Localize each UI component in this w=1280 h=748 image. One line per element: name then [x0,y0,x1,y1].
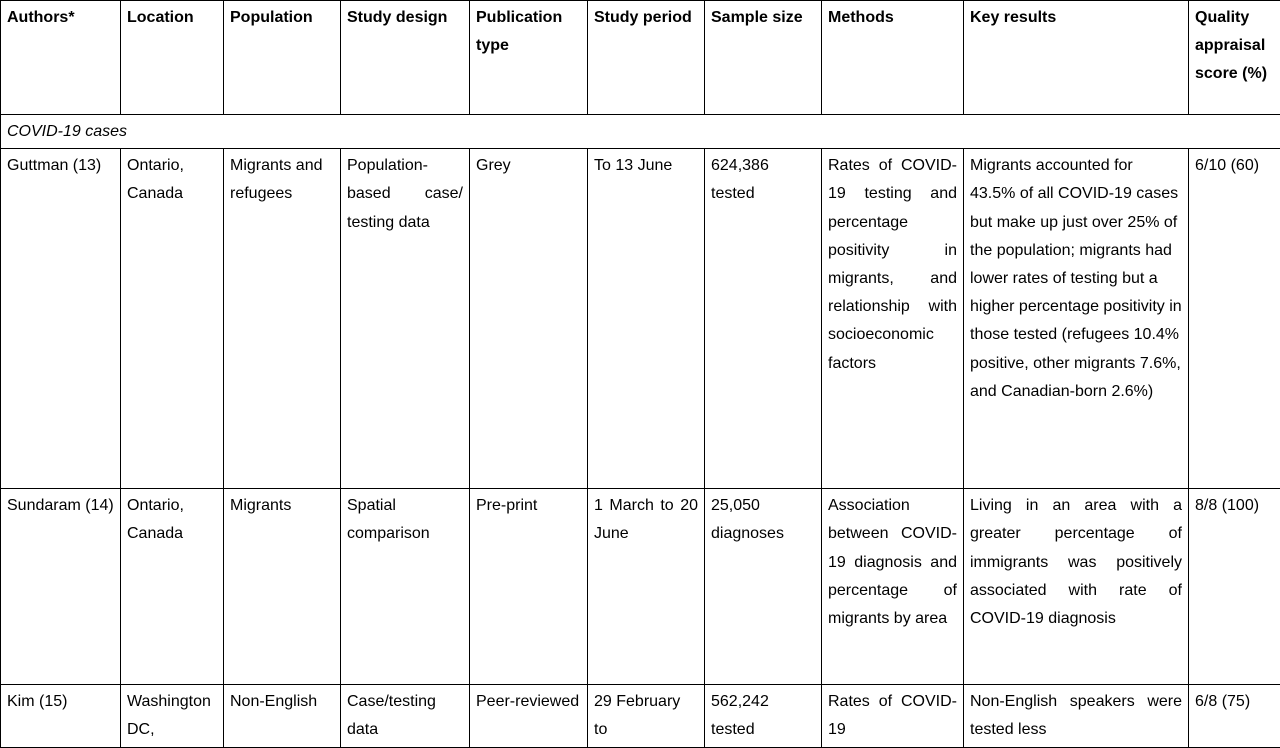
header-authors: Authors* [1,1,121,115]
cell-study-design: Case/testing data [341,685,470,747]
header-key-results: Key results [964,1,1189,115]
cell-methods: Rates of COVID-19 testing and percentage positivity in migrants, and relationship with socioeconomic factors [822,149,964,489]
cell-location: Ontario, Canada [121,149,224,489]
cell-publication-type: Grey [470,149,588,489]
cell-methods: Rates of COVID-19 [822,685,964,747]
header-quality-score: Quality appraisal score (%) [1189,1,1280,115]
cell-key-results: Non-English speakers were tested less [964,685,1189,747]
cell-population: Non-English [224,685,341,747]
header-study-period: Study period [588,1,705,115]
cell-methods: Association between COVID-19 diagnosis and percentage of migrants by area [822,489,964,685]
cell-study-period: To 13 June [588,149,705,489]
table-header-row [1,1,1280,115]
cell-key-results: Living in an area with a greater percentage of immigrants was positively associated with rate of COVID-19 diagnosis [964,489,1189,685]
cell-study-design: Spatial comparison [341,489,470,685]
cell-study-period: 29 February to [588,685,705,747]
cell-population: Migrants [224,489,341,685]
cell-quality-score: 6/8 (75) [1189,685,1280,747]
cell-sample-size: 25,050 diagnoses [705,489,822,685]
cell-authors: Sundaram (14) [1,489,121,685]
cell-key-results: Migrants accounted for 43.5% of all COVID-19 cases but make up just over 25% of the population; migrants had lower rates of testing but a higher percentage positivity in those tested (refugees 10.4% positive, other migrants 7.6%, and Canadian-born 2.6%) [964,149,1189,489]
cell-population: Migrants and refugees [224,149,341,489]
table-row [1,489,1280,685]
header-study-design: Study design [341,1,470,115]
cell-sample-size: 562,242 tested [705,685,822,747]
cell-quality-score: 6/10 (60) [1189,149,1280,489]
cell-authors: Guttman (13) [1,149,121,489]
cell-study-period: 1 March to 20 June [588,489,705,685]
cell-study-design: Population-based case/ testing data [341,149,470,489]
header-sample-size: Sample size [705,1,822,115]
section-row [1,115,1280,149]
cell-publication-type: Pre-print [470,489,588,685]
header-population: Population [224,1,341,115]
header-location: Location [121,1,224,115]
section-label: COVID-19 cases [1,115,1280,149]
cell-authors: Kim (15) [1,685,121,747]
header-methods: Methods [822,1,964,115]
header-publication-type: Publication type [470,1,588,115]
cell-publication-type: Peer-reviewed [470,685,588,747]
cell-quality-score: 8/8 (100) [1189,489,1280,685]
table-row [1,685,1280,747]
cell-location: Ontario, Canada [121,489,224,685]
table-row [1,149,1280,489]
cell-sample-size: 624,386 tested [705,149,822,489]
cell-location: Washington DC, [121,685,224,747]
